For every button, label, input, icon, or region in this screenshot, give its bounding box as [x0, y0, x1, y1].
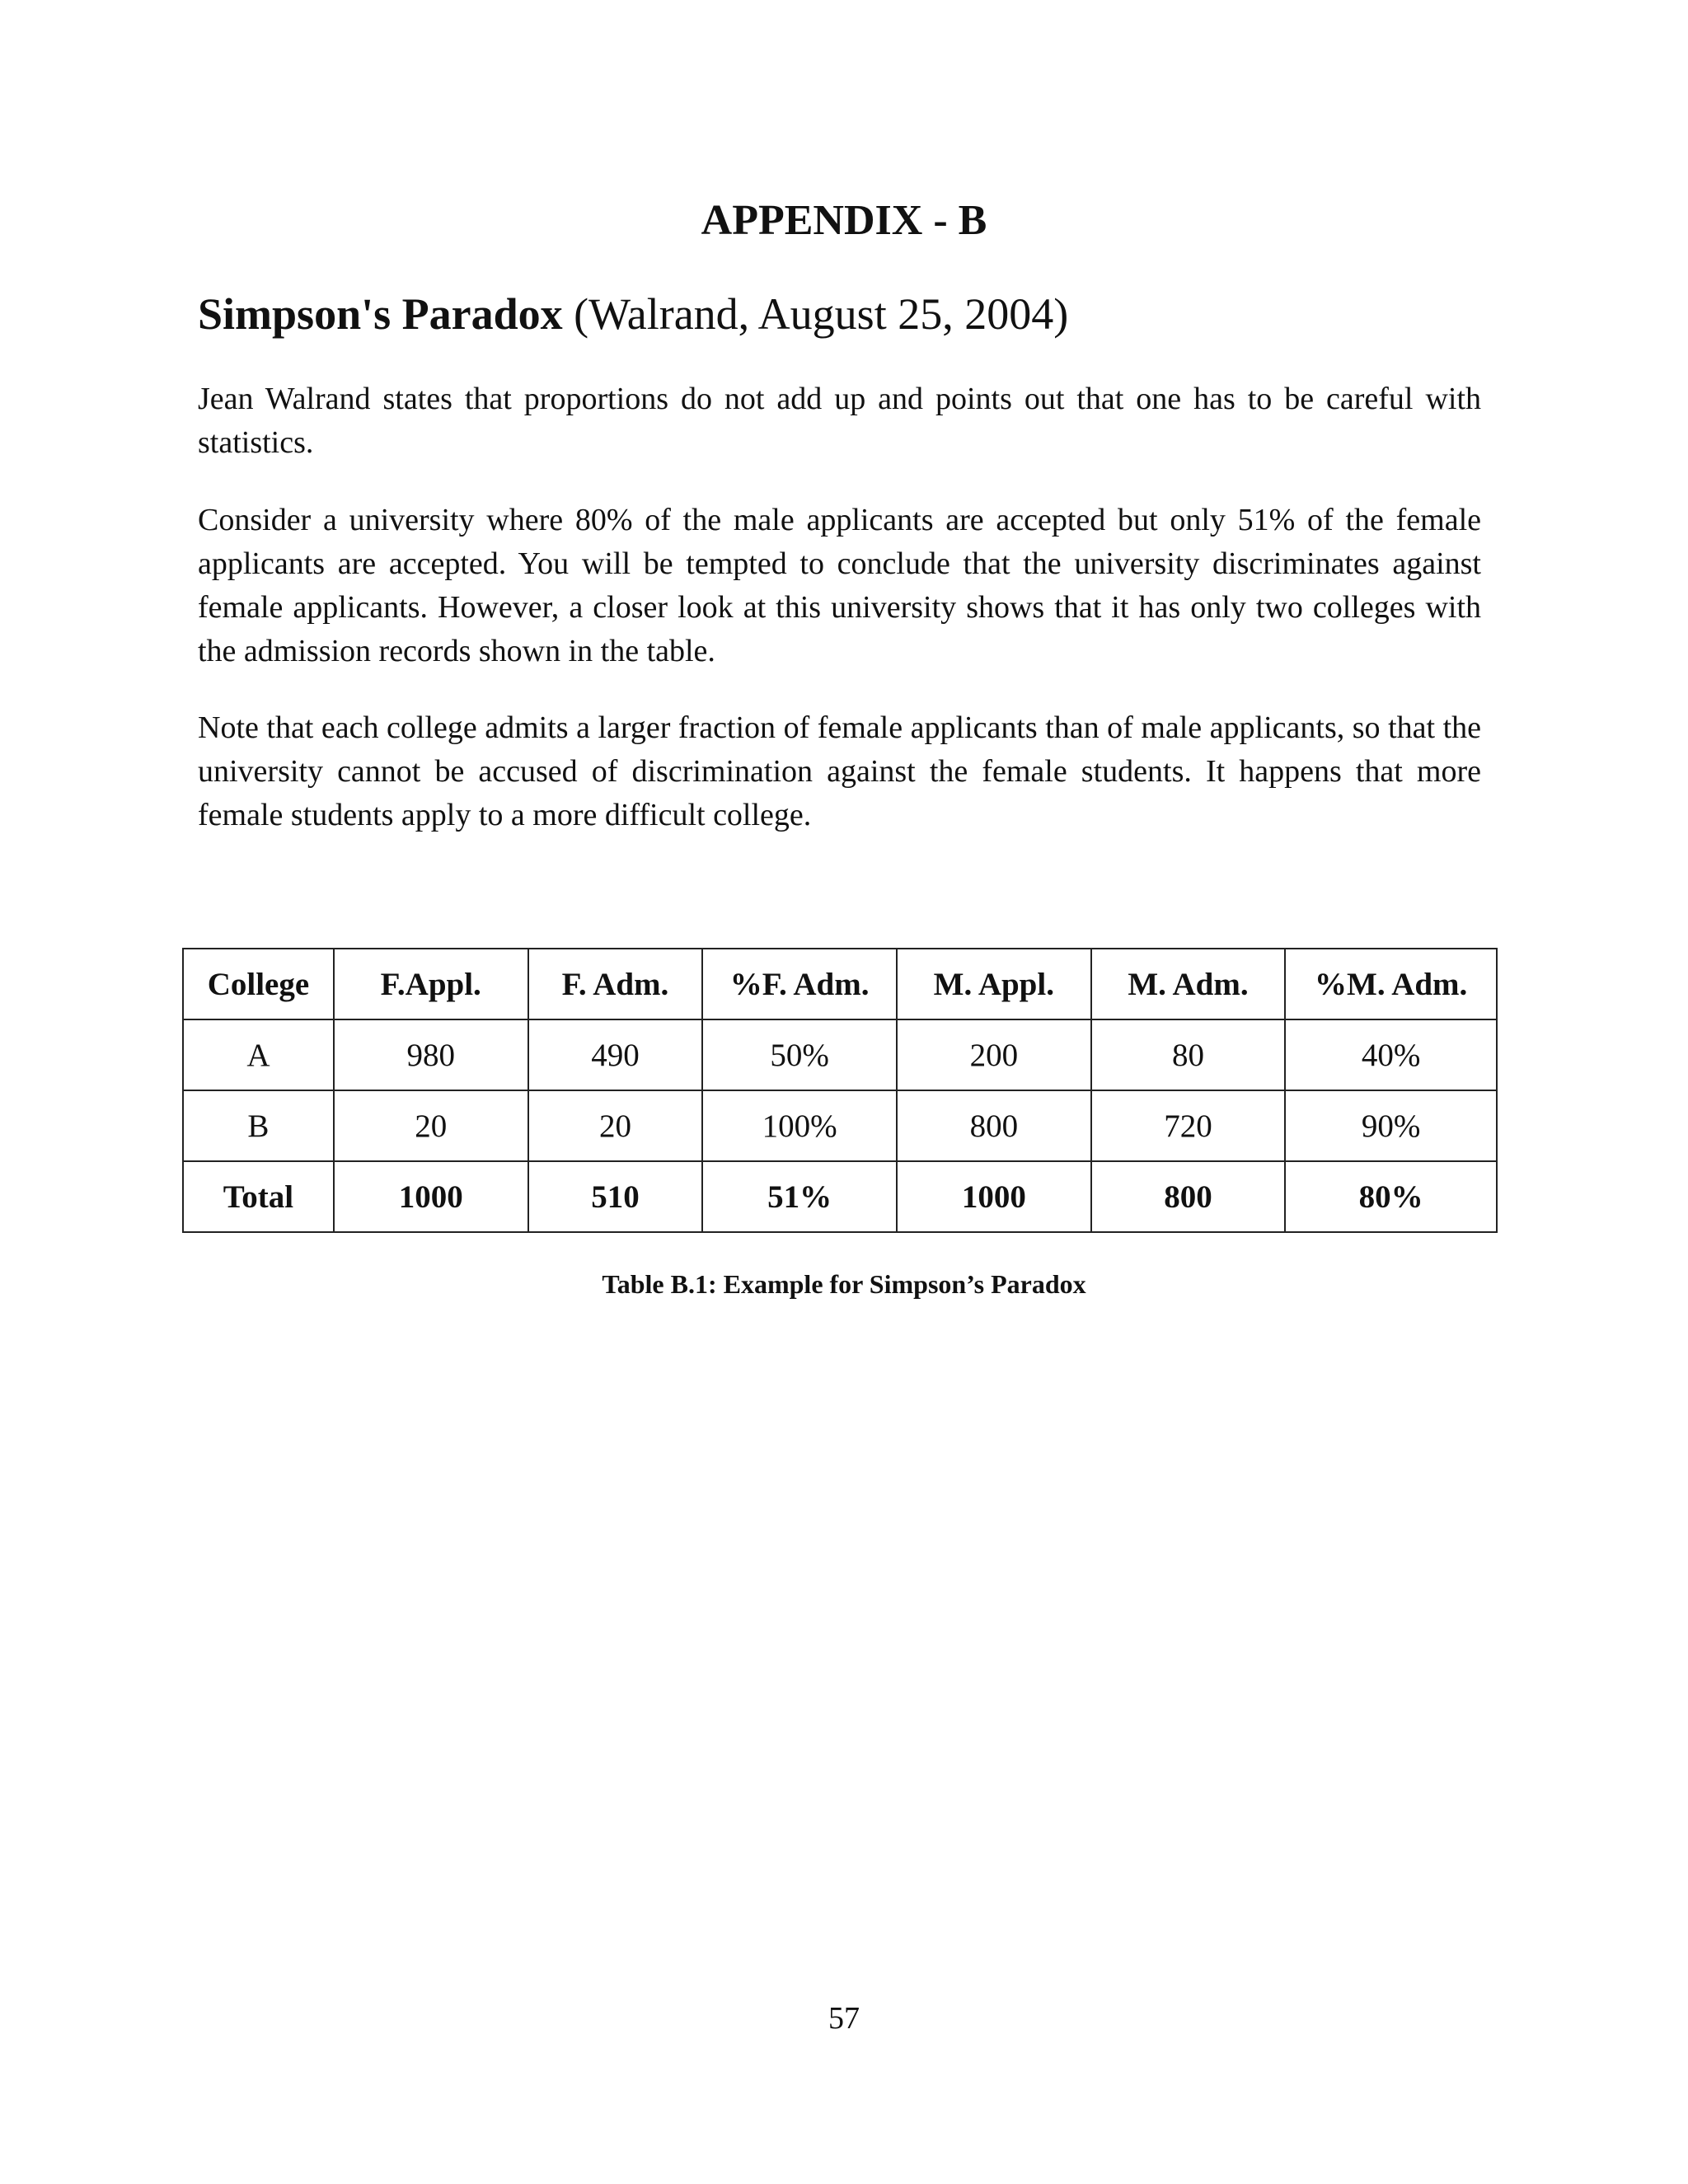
table-cell: 200: [897, 1019, 1091, 1090]
table-cell: 50%: [702, 1019, 897, 1090]
table-cell: 20: [334, 1090, 528, 1161]
appendix-title: APPENDIX - B: [701, 197, 987, 244]
table-row: [183, 1090, 1497, 1161]
paragraph-example: Consider a university where 80% of the male applicants are accepted but only 51% of the female applicants are accepted. You will be tempted to conclude that the university discriminates against female applicants. However, a closer look at this university shows that it has only two colleges with the admission records shown in the table.: [198, 503, 1481, 668]
header-male-admit-percent: %M. Adm.: [1285, 949, 1497, 1019]
section-citation: (Walrand, August 25, 2004): [574, 289, 1069, 339]
table-cell: 51%: [702, 1161, 897, 1232]
table-cell: 800: [897, 1090, 1091, 1161]
header-male-admitted: M. Adm.: [1091, 949, 1286, 1019]
section-title: Simpson's Paradox: [198, 289, 563, 339]
header-female-admit-percent: %F. Adm.: [702, 949, 897, 1019]
table-cell: A: [183, 1019, 334, 1090]
table-cell: 490: [528, 1019, 703, 1090]
header-female-admitted: F. Adm.: [528, 949, 703, 1019]
table-cell: Total: [183, 1161, 334, 1232]
table-cell: B: [183, 1090, 334, 1161]
table-cell: 1000: [897, 1161, 1091, 1232]
section-heading: [198, 287, 1068, 341]
table-total-row: [183, 1161, 1497, 1232]
table-cell: 980: [334, 1019, 528, 1090]
table-cell: 40%: [1285, 1019, 1497, 1090]
paragraph-explanation: Note that each college admits a larger fraction of female applicants than of male applicants, so that the university cannot be accused of discrimination against the female students. It happens that more female students apply to a more difficult college.: [198, 710, 1481, 832]
table-cell: 20: [528, 1090, 703, 1161]
table-cell: 80: [1091, 1019, 1286, 1090]
page-number: 57: [828, 2001, 860, 2036]
table-cell: 80%: [1285, 1161, 1497, 1232]
header-college: College: [183, 949, 334, 1019]
table-row: [183, 1019, 1497, 1090]
table-cell: 90%: [1285, 1090, 1497, 1161]
table-cell: 100%: [702, 1090, 897, 1161]
table-header-row: [183, 949, 1497, 1019]
header-female-applicants: F.Appl.: [334, 949, 528, 1019]
table-caption: Table B.1: Example for Simpson’s Paradox: [602, 1269, 1086, 1299]
table-cell: 1000: [334, 1161, 528, 1232]
header-male-applicants: M. Appl.: [897, 949, 1091, 1019]
table-cell: 800: [1091, 1161, 1286, 1232]
admissions-table: [182, 948, 1498, 1233]
paragraph-intro: Jean Walrand states that proportions do not add up and points out that one has to be careful with statistics.: [198, 382, 1481, 460]
table-cell: 510: [528, 1161, 703, 1232]
table-cell: 720: [1091, 1090, 1286, 1161]
